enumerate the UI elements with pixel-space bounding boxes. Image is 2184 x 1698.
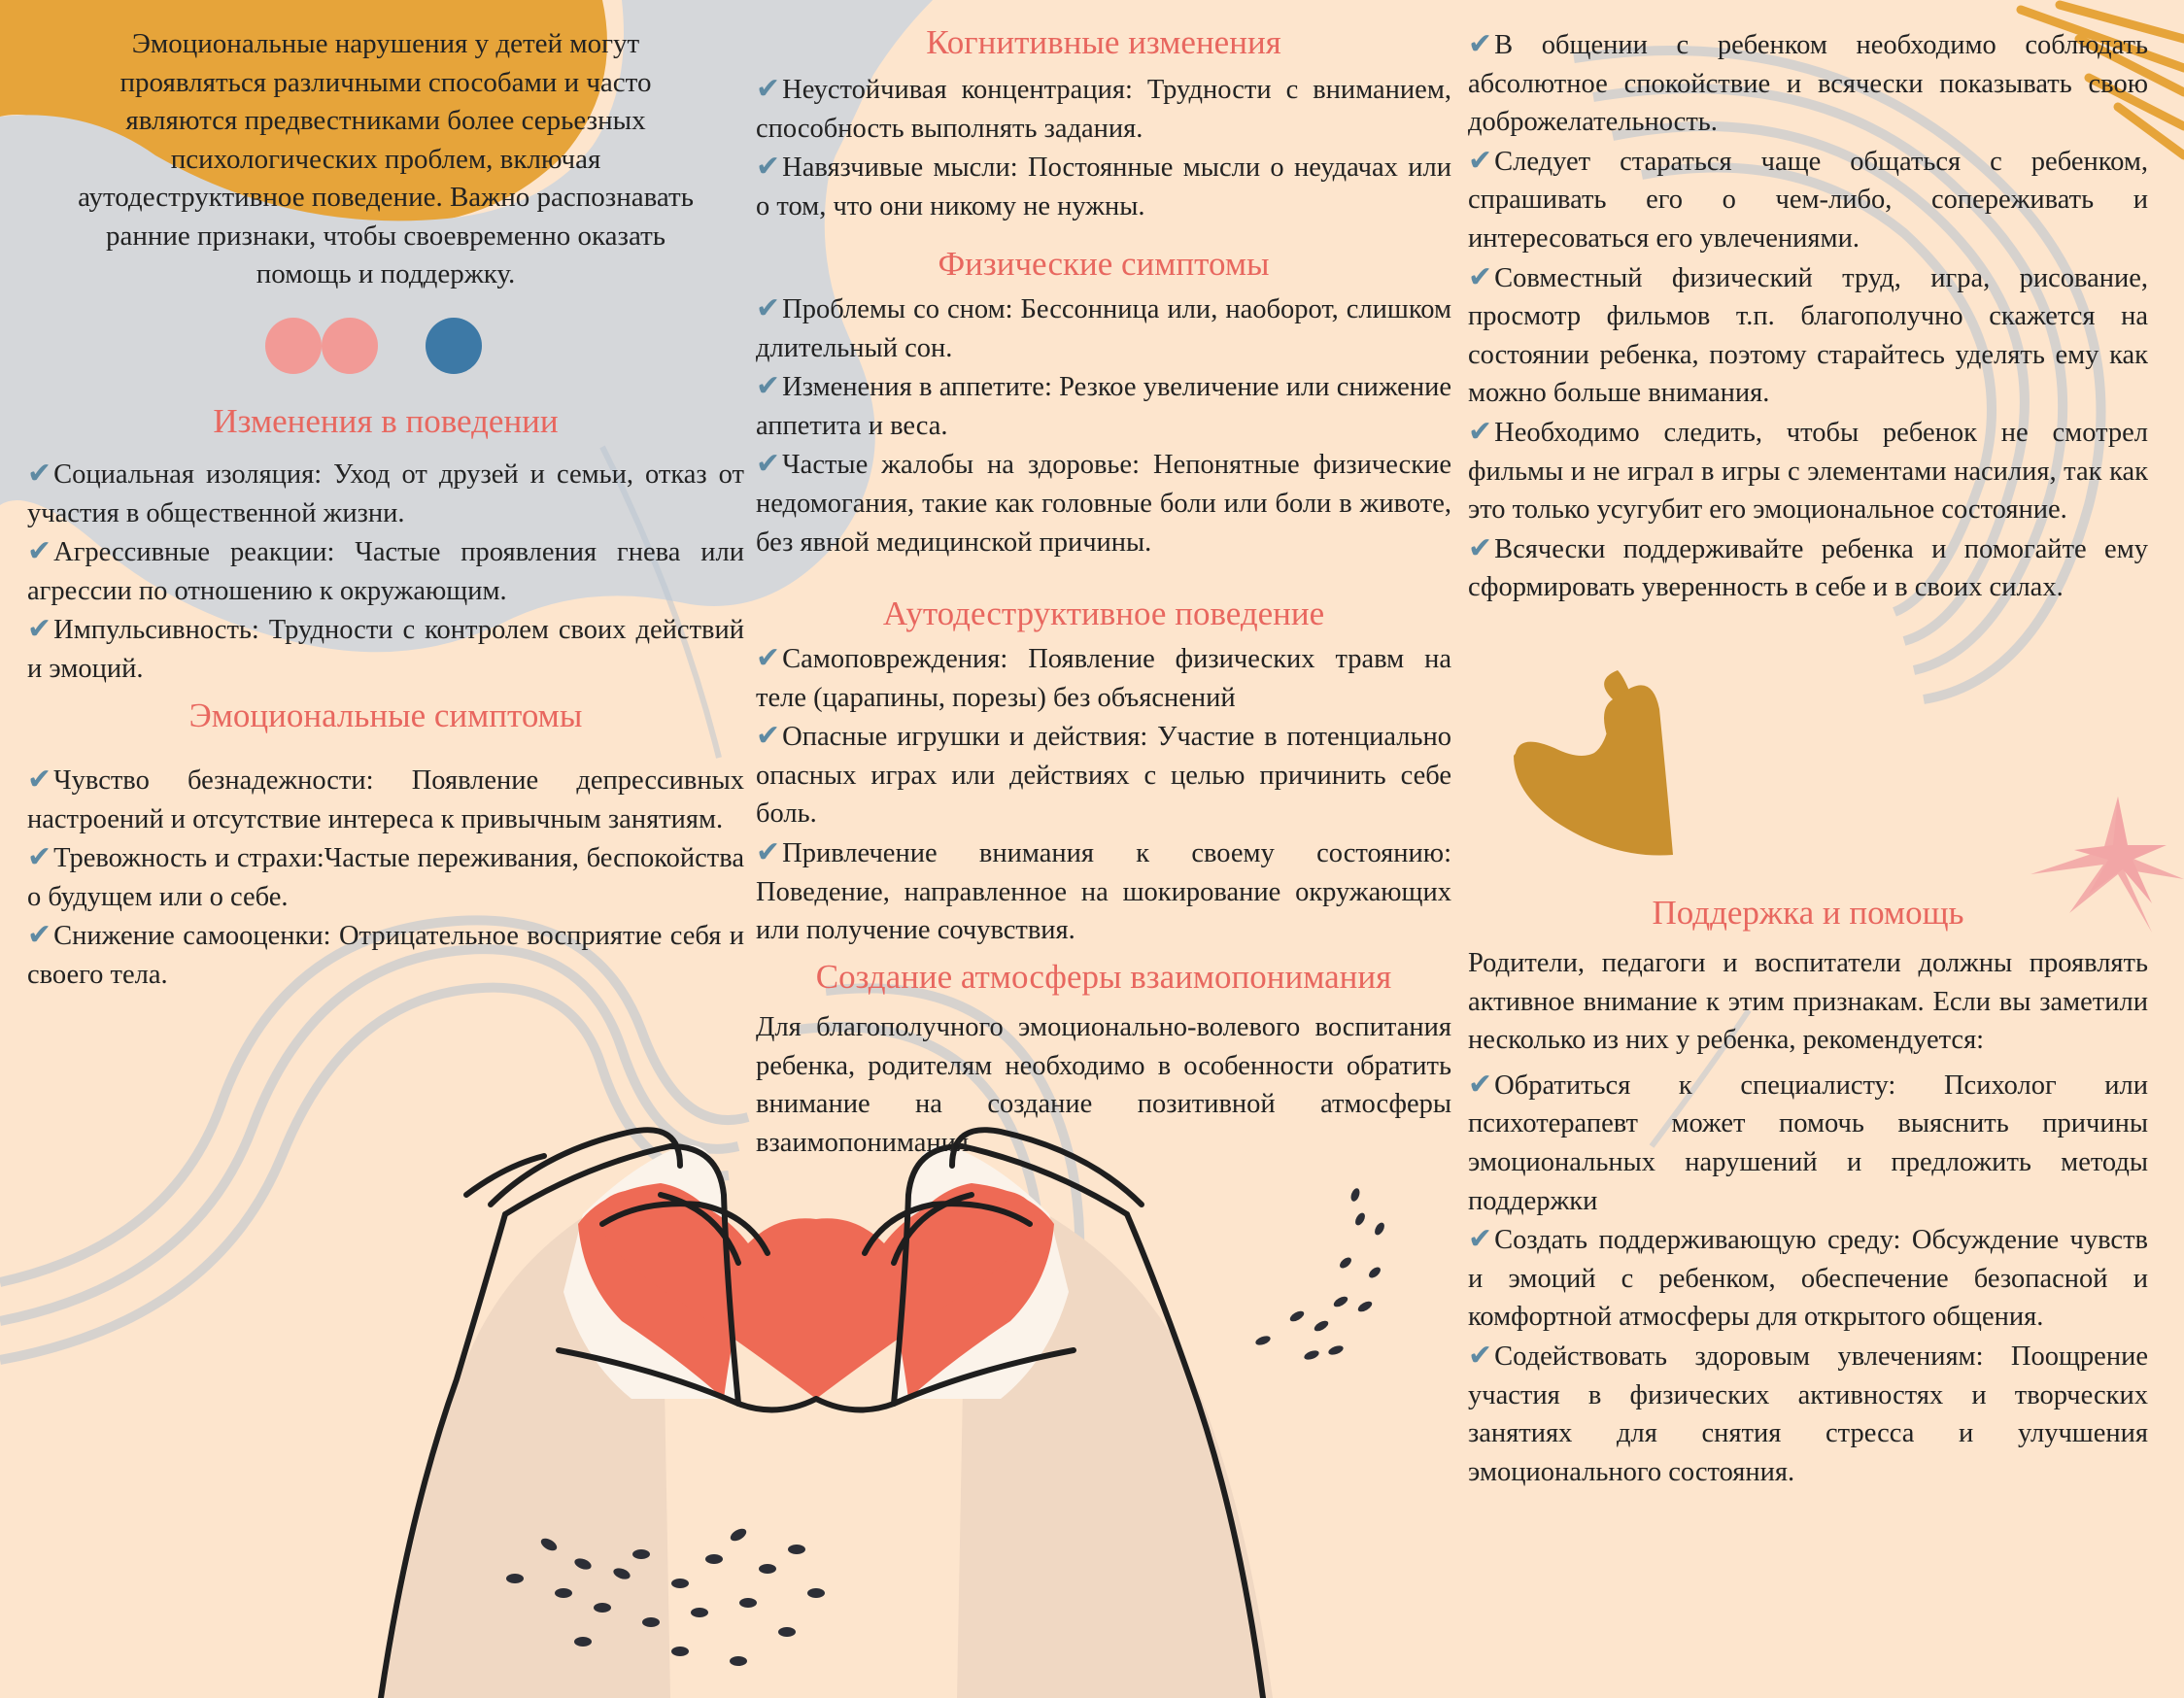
- list-item: ✔Навязчивые мысли: Постоянные мысли о неудачах или о том, что они никому не нужны.: [756, 150, 1451, 221]
- section-tips: [1468, 25, 2148, 607]
- section-support: [1468, 892, 2148, 1491]
- section-heading: Изменения в поведении: [213, 402, 559, 440]
- column-left: [27, 0, 744, 990]
- check-icon: ✔: [756, 834, 781, 869]
- list-item: ✔Неустойчивая концентрация: Трудности с вниманием, способность выполнять задания.: [756, 72, 1451, 144]
- check-icon: ✔: [756, 72, 781, 106]
- check-icon: ✔: [756, 291, 781, 325]
- section-heading: Физические симптомы: [938, 245, 1270, 283]
- section-heading: Когнитивные изменения: [926, 23, 1281, 61]
- check-icon: ✔: [756, 150, 781, 185]
- check-icon: ✔: [756, 447, 781, 482]
- check-icon: ✔: [756, 641, 781, 675]
- check-icon: ✔: [1468, 530, 1493, 565]
- check-icon: ✔: [27, 534, 52, 569]
- check-icon: ✔: [1468, 1338, 1493, 1373]
- list-item: ✔Опасные игрушки и действия: Участие в потенциально опасных играх или действиях с целью причинить себе боль.: [756, 719, 1451, 830]
- list-item: ✔Снижение самооценки: Отрицательное восприятие себя и своего тела.: [27, 918, 744, 990]
- gold-heart-shape-main: [1514, 685, 1673, 855]
- list-item: ✔Всячески поддерживайте ребенка и помогайте ему сформировать уверенность в себе и в своих силах.: [1468, 530, 2148, 603]
- check-icon: ✔: [756, 719, 781, 754]
- list-item: ✔Привлечение внимания к своему состоянию: Поведение, направленное на шокирование окружающих или получение сочувствия.: [756, 834, 1451, 946]
- section-atmosphere: [756, 956, 1451, 1162]
- section-heading: Создание атмосферы взаимопонимания: [815, 958, 1392, 996]
- list-item: ✔Необходимо следить, чтобы ребенок не смотрел фильмы и не играл в игры с элементами насилия, так как это только усугубит его эмоциональное состояние.: [1468, 414, 2148, 526]
- list-item: ✔Агрессивные реакции: Частые проявления гнева или агрессии по отношению к окружающим.: [27, 534, 744, 606]
- check-icon: ✔: [27, 612, 52, 647]
- check-icon: ✔: [1468, 1222, 1493, 1257]
- section-emotional: [27, 695, 744, 995]
- list-item: ✔Частые жалобы на здоровье: Непонятные физические недомогания, такие как головные боли или боли в животе, без явной медицинской причины.: [756, 447, 1451, 558]
- section-physical: [756, 243, 1451, 561]
- section-heading: Аутодеструктивное поведение: [882, 594, 1325, 632]
- list-item: ✔Проблемы со сном: Бессонница или, наоборот, слишком длительный сон.: [756, 291, 1451, 363]
- section-heading: Эмоциональные симптомы: [188, 696, 583, 734]
- check-icon: ✔: [1468, 259, 1493, 294]
- section-behavior: [27, 400, 744, 689]
- check-icon: ✔: [1468, 27, 1493, 61]
- list-item: ✔Содействовать здоровым увлечениям: Поощрение участия в физических активностях и творческих занятиях для снятия стресса и улучшения эмоционального состояния.: [1468, 1338, 2148, 1487]
- list-item: ✔Изменения в аппетите: Резкое увеличение или снижение аппетита и веса.: [756, 369, 1451, 441]
- check-icon: ✔: [27, 763, 52, 797]
- list-item: ✔Совместный физический труд, игра, рисование, просмотр фильмов т.п. благополучно скажется на состоянии ребенка, поэтому старайтесь уделять ему как можно больше внимания.: [1468, 259, 2148, 409]
- check-icon: ✔: [756, 369, 781, 404]
- section-selfharm: [756, 593, 1451, 950]
- check-icon: ✔: [1468, 143, 1493, 178]
- blue-dot: [426, 318, 482, 374]
- hands-heart-shape: [381, 1130, 1273, 1698]
- intro-text: Эмоциональные нарушения у детей могут проявляться различными способами и часто являются предвестниками более серьезных психологических проблем, включая аутодеструктивное поведение. Важно распознавать ранние признаки, чтобы своевременно оказать помощь и поддержку.: [78, 28, 694, 289]
- check-icon: ✔: [27, 918, 52, 953]
- check-icon: ✔: [1468, 1067, 1493, 1102]
- pink-dot: [265, 318, 322, 374]
- support-text: Родители, педагоги и воспитатели должны проявлять активное внимание к этим признакам. Если вы заметили несколько из них у ребенка, рекомендуется:: [1468, 948, 2148, 1056]
- atmosphere-text: Для благополучного эмоционально-волевого воспитания ребенка, родителям необходимо в особенности обратить внимание на создание позитивной атмосферы взаимопонимания.: [756, 1012, 1451, 1158]
- color-dots: [27, 308, 744, 386]
- list-item: ✔Тревожность и страхи:Частые переживания, беспокойства о будущем или о себе.: [27, 840, 744, 912]
- list-item: ✔Следует стараться чаще общаться с ребенком, спрашивать его о чем-либо, сопереживать и интересоваться его увлечениями.: [1468, 143, 2148, 254]
- list-item: ✔Социальная изоляция: Уход от друзей и семьи, отказ от участия в общественной жизни.: [27, 457, 744, 528]
- list-item: ✔Самоповреждения: Появление физических травм на теле (царапины, порезы) без объяснений: [756, 641, 1451, 713]
- list-item: ✔Создать поддерживающую среду: Обсуждение чувств и эмоций с ребенком, обеспечение безопасной и комфортной атмосферы для открытого общения.: [1468, 1222, 2148, 1333]
- pink-dot: [322, 318, 378, 374]
- list-item: ✔В общении с ребенком необходимо соблюдать абсолютное спокойствие и всячески показывать свою доброжелательность.: [1468, 27, 2148, 138]
- list-item: ✔Обратиться к специалисту: Психолог или психотерапевт может помочь выяснить причины эмоциональных нарушений и предложить методы поддержки: [1468, 1067, 2148, 1216]
- check-icon: ✔: [1468, 414, 1493, 449]
- section-heading: Поддержка и помощь: [1652, 894, 1964, 932]
- check-icon: ✔: [27, 840, 52, 875]
- list-item: ✔Чувство безнадежности: Появление депрессивных настроений и отсутствие интереса к привычным занятиям.: [27, 763, 744, 834]
- section-cognitive: [756, 21, 1451, 225]
- list-item: ✔Импульсивность: Трудности с контролем своих действий и эмоций.: [27, 612, 744, 684]
- check-icon: ✔: [27, 457, 52, 491]
